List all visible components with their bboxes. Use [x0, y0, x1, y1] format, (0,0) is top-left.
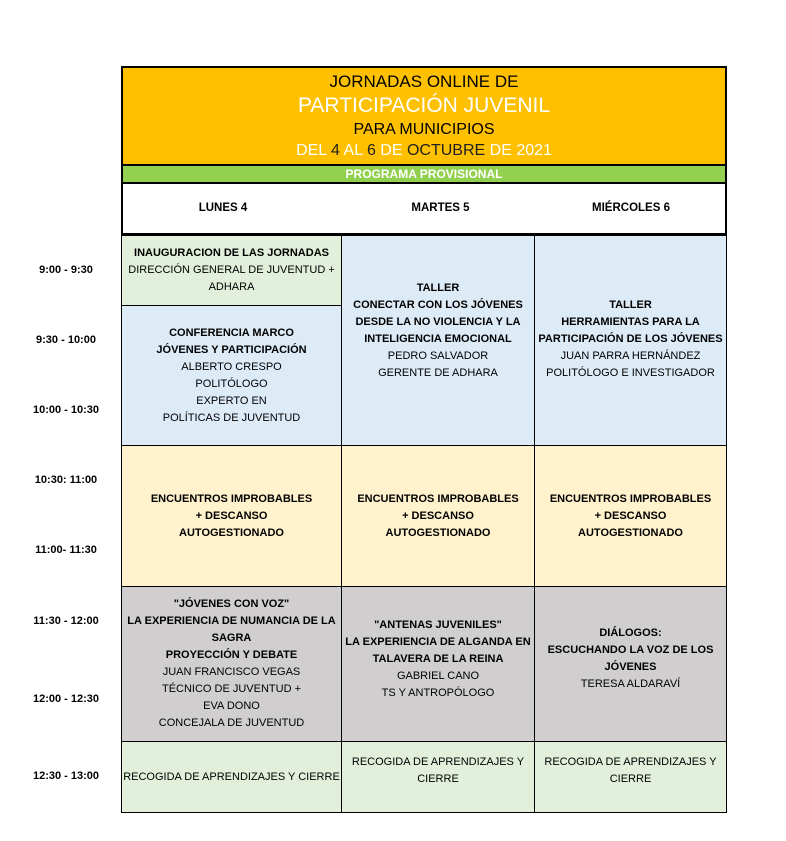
- session-title: TALLER: [416, 281, 460, 294]
- session-cierre: [341, 741, 535, 813]
- date-part: DEL: [296, 142, 332, 159]
- session-text: JUAN PARRA HERNÁNDEZ: [560, 350, 701, 362]
- session-text: POLITÓLOGO: [195, 377, 268, 390]
- session-text: DIRECCIÓN GENERAL DE JUVENTUD +: [128, 264, 335, 276]
- session-cierre: [534, 741, 727, 813]
- date-part: DE: [375, 142, 407, 159]
- session-title: ENCUENTROS IMPROBABLES: [549, 492, 712, 505]
- session-text: RECOGIDA DE APRENDIZAJES Y: [351, 756, 525, 768]
- session-title: + DESCANSO: [402, 509, 474, 522]
- session-title: SAGRA: [211, 632, 252, 644]
- day-header: LUNES 4: [198, 202, 248, 214]
- day-header: MARTES 5: [411, 202, 470, 214]
- title-line-2: PARTICIPACIÓN JUVENIL: [297, 94, 551, 117]
- session-cierre: [121, 741, 342, 813]
- date-part: 4: [331, 142, 340, 159]
- date-part: DE 2021: [485, 142, 552, 159]
- session-encuentros: [121, 445, 342, 587]
- session-title: TALAVERA DE LA REINA: [372, 652, 504, 665]
- day-header: MIÉRCOLES 6: [592, 202, 670, 214]
- session-antenas-juveniles: [341, 586, 535, 742]
- time-label: 9:30 - 10:00: [36, 334, 96, 346]
- session-text: RECOGIDA DE APRENDIZAJES Y: [544, 756, 717, 768]
- session-conferencia: [121, 305, 342, 446]
- session-jovenes-con-voz: [121, 586, 342, 742]
- date-part: 6: [366, 142, 376, 159]
- session-text: POLITÓLOGO E INVESTIGADOR: [546, 367, 715, 379]
- program-banner: PROGRAMA PROVISIONAL: [121, 166, 727, 184]
- session-text: EVA DONO: [203, 700, 260, 712]
- session-title: LA EXPERIENCIA DE ALGANDA EN: [345, 635, 531, 648]
- session-text: GERENTE DE ADHARA: [378, 366, 498, 379]
- session-text: ADHARA: [208, 281, 255, 293]
- date-line: [123, 141, 725, 161]
- session-title: LA EXPERIENCIA DE NUMANCIA DE LA: [127, 615, 336, 627]
- session-taller-herramientas: [534, 235, 727, 446]
- session-dialogos: [534, 586, 727, 742]
- session-encuentros: [341, 445, 535, 587]
- date-part: OCTUBRE: [406, 142, 486, 159]
- time-label: 9:00 - 9:30: [39, 264, 93, 276]
- session-title: AUTOGESTIONADO: [179, 526, 284, 539]
- session-text: TERESA ALDARAVÍ: [580, 678, 681, 690]
- session-inauguracion: [121, 235, 342, 306]
- session-title: HERRAMIENTAS PARA LA: [561, 316, 700, 328]
- session-text: TÉCNICO DE JUVENTUD +: [161, 683, 302, 695]
- session-title: DIÁLOGOS:: [599, 627, 662, 639]
- session-title: INAUGURACION DE LAS JORNADAS: [134, 247, 329, 259]
- session-text: ALBERTO CRESPO: [181, 360, 282, 373]
- session-text: GABRIEL CANO: [396, 669, 480, 682]
- day-header-row: [121, 184, 727, 235]
- session-text: CONCEJALA DE JUVENTUD: [158, 717, 305, 729]
- session-text: CIERRE: [417, 773, 459, 785]
- session-title: ESCUCHANDO LA VOZ DE LOS: [547, 644, 714, 656]
- session-title: + DESCANSO: [594, 509, 667, 522]
- session-title: ENCUENTROS IMPROBABLES: [357, 492, 519, 505]
- session-encuentros: [534, 445, 727, 587]
- title-line-3: PARA MUNICIPIOS: [353, 121, 495, 138]
- session-title: JÓVENES: [604, 661, 657, 673]
- session-title: ENCUENTROS IMPROBABLES: [150, 492, 313, 505]
- time-label: 10:30: 11:00: [34, 474, 98, 486]
- session-text: TS Y ANTROPÓLOGO: [381, 686, 495, 699]
- time-label: 10:00 - 10:30: [32, 404, 100, 416]
- session-title: DESDE LA NO VIOLENCIA Y LA: [355, 315, 521, 328]
- session-title: CONECTAR CON LOS JÓVENES: [353, 298, 523, 311]
- session-title: JÓVENES Y PARTICIPACIÓN: [156, 343, 307, 356]
- title-line-1: JORNADAS ONLINE DE: [329, 72, 519, 91]
- time-label: 12:30 - 13:00: [32, 770, 100, 782]
- session-title: AUTOGESTIONADO: [385, 526, 491, 539]
- session-title: PARTICIPACIÓN DE LOS JÓVENES: [538, 333, 723, 345]
- date-part: AL: [339, 142, 367, 159]
- session-title: INTELIGENCIA EMOCIONAL: [364, 332, 512, 345]
- title-block: [121, 66, 727, 166]
- session-text: PEDRO SALVADOR: [387, 349, 489, 362]
- session-text: EXPERTO EN: [196, 394, 267, 407]
- session-title: + DESCANSO: [195, 509, 268, 522]
- session-title: PROYECCIÓN Y DEBATE: [165, 649, 298, 661]
- session-title: "JÓVENES CON VOZ": [173, 598, 290, 610]
- time-label: 12:00 - 12:30: [32, 693, 100, 705]
- session-text: RECOGIDA DE APRENDIZAJES Y CIERRE: [123, 770, 340, 783]
- session-text: CIERRE: [609, 773, 652, 785]
- time-label: 11:00- 11:30: [35, 544, 97, 556]
- session-title: CONFERENCIA MARCO: [169, 326, 294, 339]
- session-title: "ANTENAS JUVENILES": [374, 618, 502, 631]
- session-title: AUTOGESTIONADO: [578, 526, 683, 539]
- session-title: TALLER: [609, 299, 652, 311]
- session-text: POLÍTICAS DE JUVENTUD: [162, 411, 301, 424]
- session-taller-conectar: [341, 235, 535, 446]
- session-text: JUAN FRANCISCO VEGAS: [162, 666, 301, 678]
- time-label: 11:30 - 12:00: [33, 615, 99, 627]
